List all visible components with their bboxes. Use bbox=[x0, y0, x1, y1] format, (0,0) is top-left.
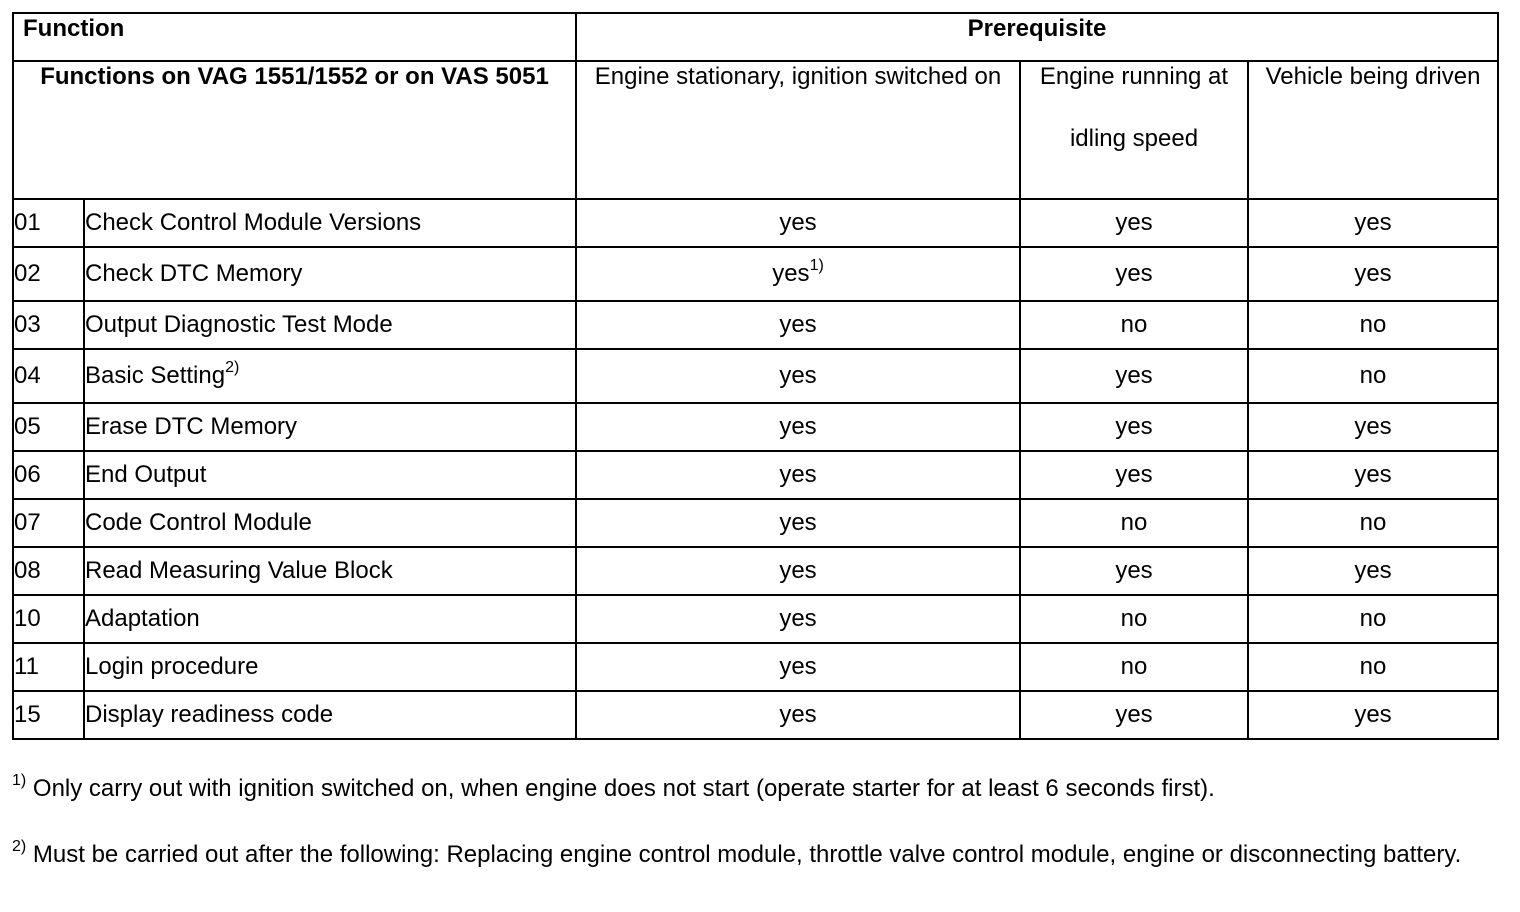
vehicle-driven-value: yes bbox=[1248, 199, 1498, 247]
function-code: 07 bbox=[13, 499, 84, 547]
engine-stationary-value: yes bbox=[779, 209, 817, 236]
vehicle-driven-value: yes bbox=[1248, 691, 1498, 739]
engine-running-value: yes bbox=[1020, 199, 1248, 247]
engine-stationary-value: yes bbox=[779, 557, 817, 584]
engine-stationary-cell bbox=[576, 199, 1020, 247]
engine-stationary-cell bbox=[576, 247, 1020, 301]
header-function: Function bbox=[13, 13, 576, 61]
vehicle-driven-value: yes bbox=[1248, 403, 1498, 451]
function-name-cell bbox=[84, 199, 576, 247]
engine-running-value: no bbox=[1020, 301, 1248, 349]
function-name: Basic Setting bbox=[85, 362, 226, 389]
function-code: 15 bbox=[13, 691, 84, 739]
header-functions-on: Functions on VAG 1551/1552 or on VAS 5051 bbox=[13, 61, 576, 199]
vehicle-driven-value: no bbox=[1248, 301, 1498, 349]
table-row bbox=[13, 199, 1498, 247]
function-name: Check Control Module Versions bbox=[85, 209, 422, 236]
engine-stationary-value: yes bbox=[779, 701, 817, 728]
header-engine-stationary: Engine stationary, ignition switched on bbox=[576, 61, 1020, 199]
table-row bbox=[13, 403, 1498, 451]
engine-stationary-cell bbox=[576, 451, 1020, 499]
function-code: 05 bbox=[13, 403, 84, 451]
engine-running-value: no bbox=[1020, 595, 1248, 643]
function-name: Check DTC Memory bbox=[85, 260, 303, 287]
header-row-sub bbox=[13, 61, 1498, 199]
engine-stationary-value: yes bbox=[779, 311, 817, 338]
table-row bbox=[13, 595, 1498, 643]
function-name-cell bbox=[84, 349, 576, 403]
vehicle-driven-value: yes bbox=[1248, 247, 1498, 301]
header-row-main bbox=[13, 13, 1498, 61]
function-name-cell bbox=[84, 499, 576, 547]
function-code: 01 bbox=[13, 199, 84, 247]
footnote-1 bbox=[12, 774, 1502, 804]
function-name: Login procedure bbox=[85, 653, 259, 680]
header-engine-running-line2: idling speed bbox=[1069, 125, 1199, 152]
engine-stationary-value: yes bbox=[779, 605, 817, 632]
engine-running-value: no bbox=[1020, 643, 1248, 691]
function-code: 11 bbox=[13, 643, 84, 691]
table-row bbox=[13, 301, 1498, 349]
function-name: End Output bbox=[85, 461, 207, 488]
header-engine-running-line1: Engine running at bbox=[1039, 63, 1229, 90]
engine-stationary-value: yes bbox=[779, 461, 817, 488]
function-name-cell bbox=[84, 451, 576, 499]
function-prerequisite-table bbox=[12, 12, 1499, 740]
vehicle-driven-value: no bbox=[1248, 499, 1498, 547]
function-name-cell bbox=[84, 301, 576, 349]
function-name-cell bbox=[84, 247, 576, 301]
function-code: 04 bbox=[13, 349, 84, 403]
vehicle-driven-value: no bbox=[1248, 595, 1498, 643]
table-body bbox=[13, 199, 1498, 739]
engine-running-value: yes bbox=[1020, 349, 1248, 403]
engine-running-value: yes bbox=[1020, 403, 1248, 451]
vehicle-driven-value: no bbox=[1248, 643, 1498, 691]
engine-stationary-cell bbox=[576, 643, 1020, 691]
engine-stationary-cell bbox=[576, 403, 1020, 451]
table-row bbox=[13, 451, 1498, 499]
function-name: Code Control Module bbox=[85, 509, 312, 536]
engine-stationary-cell bbox=[576, 547, 1020, 595]
engine-running-value: no bbox=[1020, 499, 1248, 547]
engine-running-value: yes bbox=[1020, 691, 1248, 739]
function-name-cell bbox=[84, 595, 576, 643]
function-code: 02 bbox=[13, 247, 84, 301]
function-code: 10 bbox=[13, 595, 84, 643]
function-code: 03 bbox=[13, 301, 84, 349]
function-name: Erase DTC Memory bbox=[85, 413, 298, 440]
engine-stationary-footnote-mark: 1) bbox=[809, 257, 824, 274]
engine-stationary-value: yes bbox=[779, 653, 817, 680]
footnote-1-text: Only carry out with ignition switched on, when engine does not start (operate starter for at least 6 seconds first). bbox=[32, 775, 1215, 802]
vehicle-driven-value: yes bbox=[1248, 547, 1498, 595]
function-name-cell bbox=[84, 643, 576, 691]
engine-stationary-value: yes bbox=[779, 509, 817, 536]
engine-stationary-cell bbox=[576, 499, 1020, 547]
footnote-2-mark: 2) bbox=[12, 838, 27, 855]
engine-stationary-value: yes bbox=[779, 413, 817, 440]
engine-running-value: yes bbox=[1020, 547, 1248, 595]
table-row bbox=[13, 349, 1498, 403]
footnote-1-mark: 1) bbox=[12, 772, 27, 789]
function-name: Output Diagnostic Test Mode bbox=[85, 311, 393, 338]
function-name: Adaptation bbox=[85, 605, 200, 632]
engine-running-value: yes bbox=[1020, 451, 1248, 499]
engine-stationary-cell bbox=[576, 691, 1020, 739]
function-name-cell bbox=[84, 691, 576, 739]
table-row bbox=[13, 643, 1498, 691]
function-code: 08 bbox=[13, 547, 84, 595]
vehicle-driven-value: no bbox=[1248, 349, 1498, 403]
function-name: Read Measuring Value Block bbox=[85, 557, 393, 584]
function-name-cell bbox=[84, 547, 576, 595]
vehicle-driven-value: yes bbox=[1248, 451, 1498, 499]
table-row bbox=[13, 547, 1498, 595]
table-row bbox=[13, 499, 1498, 547]
engine-stationary-cell bbox=[576, 349, 1020, 403]
engine-stationary-cell bbox=[576, 595, 1020, 643]
table-row bbox=[13, 691, 1498, 739]
function-name-cell bbox=[84, 403, 576, 451]
table-row bbox=[13, 247, 1498, 301]
footnote-2 bbox=[12, 840, 1502, 870]
function-name-footnote-mark: 2) bbox=[225, 359, 240, 376]
engine-stationary-value: yes bbox=[779, 362, 817, 389]
header-engine-running bbox=[1020, 61, 1248, 199]
function-name: Display readiness code bbox=[85, 701, 334, 728]
engine-stationary-value: yes bbox=[772, 260, 810, 287]
function-code: 06 bbox=[13, 451, 84, 499]
engine-running-value: yes bbox=[1020, 247, 1248, 301]
header-vehicle-driven: Vehicle being driven bbox=[1248, 61, 1498, 199]
footnotes bbox=[12, 774, 1502, 870]
footnote-2-text: Must be carried out after the following: Replacing engine control module, throttle valve control module, engine or disconnecting battery. bbox=[32, 841, 1462, 868]
header-prerequisite: Prerequisite bbox=[576, 13, 1498, 61]
engine-stationary-cell bbox=[576, 301, 1020, 349]
